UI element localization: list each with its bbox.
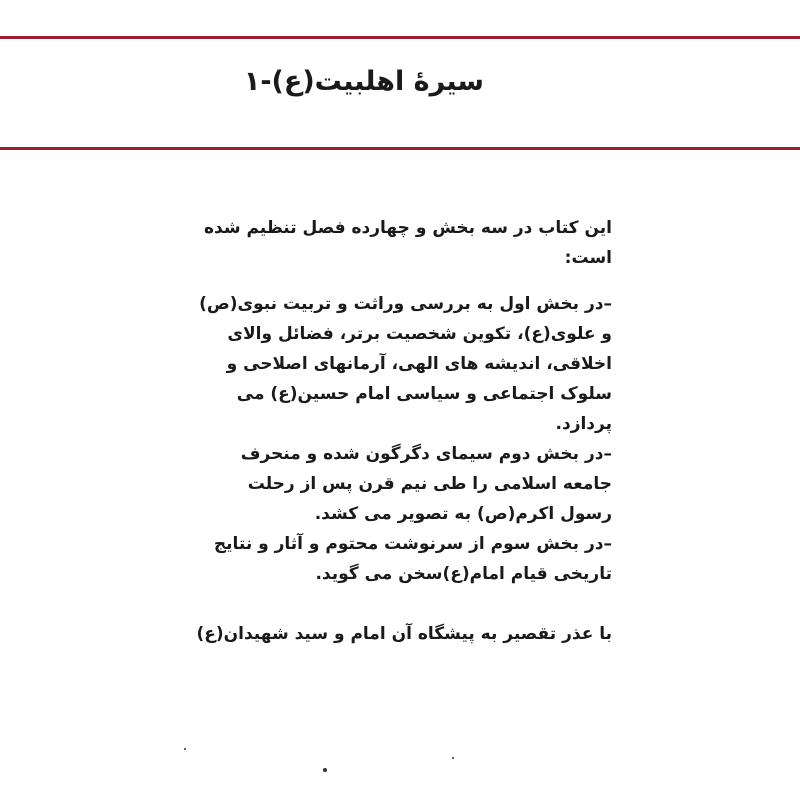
- section-two-paragraph: –در بخش دوم سیمای دگرگون شده و منحرف جامعه اسلامی را طی نیم قرن پس از رحلت رسول اکرم(ص) به تصویر می کشد.: [240, 444, 612, 524]
- section-one-paragraph: –در بخش اول به بررسی وراثت و تربیت نبوی(ص) و علوی(ع)، تکوین شخصیت برتر، فضائل والای اخلاقی، اندیشه های الهی، آرمانهای اصلاحی و سلوک اجتماعی و سیاسی امام حسین(ع) می پردازد.: [199, 294, 612, 434]
- closing-line: با عذر تقصیر به پیشگاه آن امام و سید شهیدان(ع): [196, 624, 612, 644]
- page-body: [192, 213, 612, 666]
- section-three-paragraph: –در بخش سوم از سرنوشت محتوم و آثار و نتایج تاریخی قیام امام(ع)سخن می گوید.: [213, 534, 612, 584]
- page-header-title: سیرهٔ اهلبیت(ع)-۱: [243, 66, 484, 97]
- intro-paragraph: این کتاب در سه بخش و چهارده فصل تنظیم شده است:: [203, 218, 612, 268]
- speck-mark: [323, 768, 327, 772]
- speck-mark: [452, 757, 454, 759]
- header-bottom-rule: [0, 147, 800, 150]
- speck-mark: [184, 748, 186, 750]
- header-top-rule: [0, 36, 800, 39]
